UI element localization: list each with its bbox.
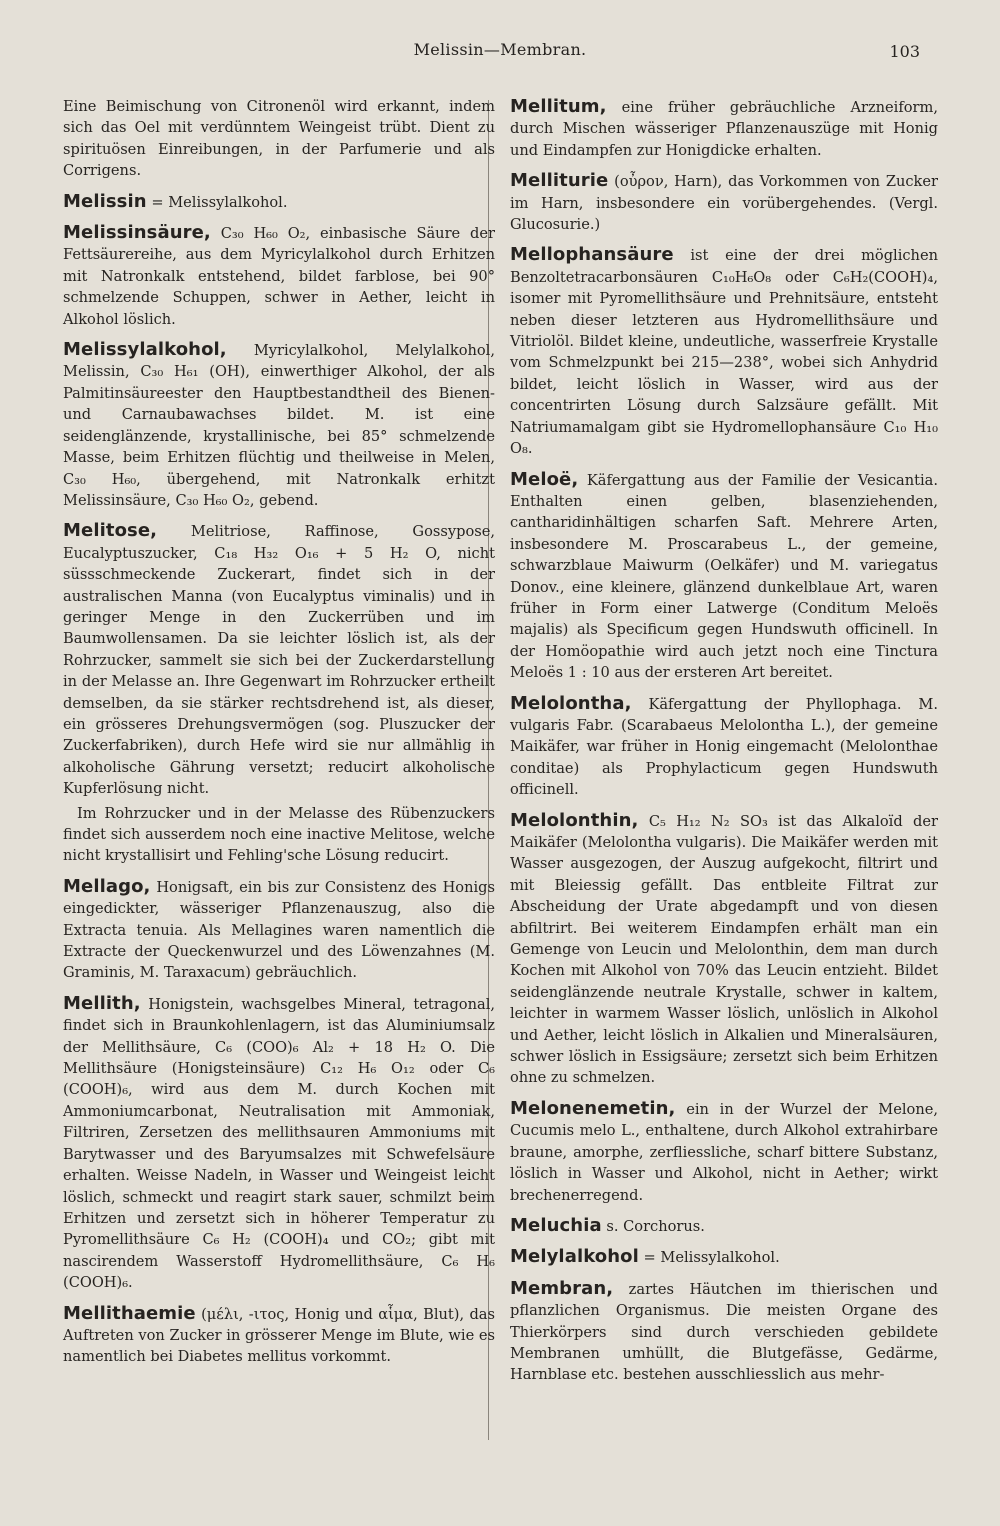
headword: Melylalkohol xyxy=(510,1246,639,1268)
headword: Mellithaemie xyxy=(63,1302,196,1324)
entry-melonenemetin xyxy=(510,1098,938,1206)
entry-meluchia xyxy=(510,1215,938,1237)
entry-melitose-continued xyxy=(63,803,495,867)
entry-body: zartes Häutchen im thierischen und pflanzlichen Organismus. Die meisten Organe des Thierkörpers sind durch verschieden gebildete Membranen umhüllt, die Blutgefässe, Gedärme, Harnblase etc. bestehen ausschliesslich aus mehr- xyxy=(510,1280,938,1384)
entry-melissin xyxy=(63,191,495,213)
headword: Membran, xyxy=(510,1277,614,1299)
headword: Melitose, xyxy=(63,520,158,542)
entry-body: C₃₀ H₆₀ O₂, einbasische Säure der Fettsäurereihe, aus dem Myricylalkohol durch Erhitzen mit Natronkalk entstehend, bildet farblose, bei 90° schmelzende Schuppen, schwer in Aether, leicht in Alkohol löslich. xyxy=(63,225,495,328)
entry-melolontha xyxy=(510,693,938,801)
entry-body: ist eine der drei möglichen Benzoltetracarbonsäuren C₁₀H₆O₈ oder C₆H₂(COOH)₄, isomer mit Pyromellithsäure und Prehnitsäure, entsteht neben dieser letzteren aus Hydromellithsäure und Vitriolöl. Bildet kleine, undeutliche, wasserfreie Krystalle vom Schmelzpunkt bei 215—238°, wobei sich Anhydrid bildet, leicht löslich in Wasser, wird aus der concentrirten Lösung durch Salzsäure gefällt. Mit Natriumamalgam gibt sie Hydromellophansäure C₁₀ H₁₀ O₈. xyxy=(510,247,938,458)
entry-mellitum xyxy=(510,96,938,161)
entry-body: Honigstein, wachsgelbes Mineral, tetragonal, findet sich in Braunkohlenlagern, ist das Aluminiumsalz der Mellithsäure, C₆ (COO)₆ Al₂ + 18 H₂ O. Die Mellithsäure (Honigsteinsäure) C₁₂ H₆ O₁₂ oder C₆ (COOH)₆, wird aus dem M. durch Kochen mit Ammoniumcarbonat, Neutralisation mit Ammoniak, Filtriren, Zersetzen des mellithsauren Ammoniums mit Barytwasser und des Baryumsalzes mit Schwefelsäure erhalten. Weisse Nadeln, in Wasser und Weingeist leicht löslich, schmeckt und reagirt stark sauer, schmilzt beim Erhitzen und zersetzt sich in höherer Temperatur zu Pyromellithsäure C₆ H₂ (COOH)₄ und CO₂; gibt mit nascirendem Wasserstoff Hydromellithsäure, C₆ H₆ (COOH)₆. xyxy=(63,995,495,1292)
headword: Melissinsäure, xyxy=(63,222,211,244)
entry-body: Melitriose, Raffinose, Gossypose, Eucalyptuszucker, C₁₈ H₃₂ O₁₆ + 5 H₂ O, nicht süssschmeckende Zuckerart, findet sich in der australischen Manna (von Eucalyptus viminalis) und in geringer Menge in den Zuckerrüben und im Baumwollensamen. Da sie leichter löslich ist, als der Rohrzucker, sammelt sie sich bei der Zuckerdarstellung in der Melasse an. Ihre Gegenwart im Rohrzucker ertheilt demselben, da sie stärker rechtsdrehend ist, als dieser, ein grösseres Drehungsvermögen (sog. Pluszucker der Zuckerfabriken), durch Hefe wird sie nur allmählig in alkoholische Gährung versetzt; reducirt alkoholische Kupferlösung nicht. xyxy=(63,523,495,798)
entry-body: C₅ H₁₂ N₂ SO₃ ist das Alkaloïd der Maikäfer (Melolontha vulgaris). Die Maikäfer werden mit Wasser ausgezogen, der Auszug aufgekocht, filtrirt und mit Bleiessig gefällt. Das entbleite Filtrat zur Abscheidung der Urate abgedampft und von diesen abfiltrirt. Bei weiterem Eindampfen erhält man ein Gemenge von Leucin und Melolonthin, dem man durch Kochen mit Alkohol von 70% das Leucin entzieht. Bildet seidenglänzende neutrale Krystalle, schwer in kaltem, leichter in warmem Wasser löslich, unlöslich in Alkohol und Aether, leicht löslich in Alkalien und Mineralsäuren, schwer löslich in Essigsäure; zersetzt sich beim Erhitzen ohne zu schmelzen. xyxy=(510,812,938,1087)
entry-body: = Melissylalkohol. xyxy=(638,1249,780,1267)
headword: Mellitum, xyxy=(510,96,607,117)
headword: Melolontha, xyxy=(510,692,632,714)
entry-body: (μέλι, -ιτος, Honig und αἷμα, Blut), das Auftreten von Zucker in grösserer Menge im Blute, wie es namentlich bei Diabetes mellitus vorkommt. xyxy=(63,1305,495,1366)
page-number: 103 xyxy=(889,42,920,61)
continuation-text: Eine Beimischung von Citronenöl wird erkannt, indem sich das Oel mit verdünntem Weingeist trübt. Dient zu spirituösen Einreibungen, in der Parfumerie und als Corrigens. xyxy=(63,98,495,180)
headword: Melissylalkohol, xyxy=(63,339,227,361)
entry-body: = Melissylalkohol. xyxy=(146,193,288,211)
entry-melitose xyxy=(63,520,495,799)
entry-body: Honigsaft, ein bis zur Consistenz des Honigs eingedickter, wässeriger Pflanzenauszug, also die Extracta tenuia. Als Mellagines waren namentlich die Extracte der Queckenwurzel und des Löwenzahnes (M. Graminis, M. Taraxacum) gebräuchlich. xyxy=(63,878,495,982)
headword: Melliturie xyxy=(510,170,609,192)
entry-melissylalkohol xyxy=(63,339,495,511)
entry-mellith xyxy=(63,993,495,1294)
entry-body: Myricylalkohol, Melylalkohol, Melissin, C₃₀ H₆₁ (OH), einwerthiger Alkohol, der als Palmitinsäureester den Hauptbestandtheil des Bienen- und Carnaubawachses bildet. M. ist eine seidenglänzende, krystallinische, bei 85° schmelzende Masse, beim Erhitzen flüchtig und theilweise in Melen, C₃₀ H₆₀, übergehend, mit Natronkalk erhitzt Melissinsäure, C₃₀ H₆₀ O₂, gebend. xyxy=(63,342,495,509)
entry-melylalkohol xyxy=(510,1246,938,1268)
entry-mellithaemie xyxy=(63,1303,495,1368)
headword: Melissin xyxy=(63,190,147,212)
headword: Mellophansäure xyxy=(510,244,674,266)
entry-melliturie xyxy=(510,170,938,235)
headword: Meluchia xyxy=(510,1214,602,1236)
headword: Mellago, xyxy=(63,875,151,897)
running-head: Melissin—Membran. xyxy=(413,40,587,59)
entry-melolonthin xyxy=(510,810,938,1089)
entry-body: Käfergattung aus der Familie der Vesicantia. Enthalten einen gelben, blasenziehenden, cantharidinhältigen scharfen Saft. Mehrere Arten, insbesondere M. Proscarabeus L., der gemeine, schwarzblaue Maiwurm (Oelkäfer) und M. variegatus Donov., eine kleinere, glänzend dunkelblaue Art, waren früher in Form einer Latwerge (Conditum Meloës majalis) als Specificum gegen Hundswuth officinell. In der Homöopathie wird auch jetzt noch eine Tinctura Meloës 1 : 10 aus der ersteren Art bereitet. xyxy=(510,471,938,682)
right-column xyxy=(510,96,938,1395)
entry-mellago xyxy=(63,876,495,984)
left-column xyxy=(63,96,495,1377)
headword: Melonenemetin, xyxy=(510,1097,676,1119)
entry-body: s. Corchorus. xyxy=(601,1217,705,1235)
entry-melissinsaeure xyxy=(63,222,495,330)
entry-mellophansaeure xyxy=(510,244,938,459)
headword: Meloë, xyxy=(510,468,579,490)
headword: Mellith, xyxy=(63,992,141,1014)
entry-body: (οὖρον, Harn), das Vorkommen von Zucker im Harn, insbesondere ein vorübergehendes. (Vergl. Glucosurie.) xyxy=(510,173,938,234)
entry-body: eine früher gebräuchliche Arzneiform, durch Mischen wässeriger Pflanzenauszüge mit Honig und Eindampfen zur Honigdicke erhalten. xyxy=(510,99,938,159)
entry-body: Im Rohrzucker und in der Melasse des Rübenzuckers findet sich ausserdem noch eine inactive Melitose, welche nicht krystallisirt und Fehling'sche Lösung reducirt. xyxy=(63,804,495,865)
headword: Melolonthin, xyxy=(510,809,639,831)
entry-meloe xyxy=(510,469,938,684)
entry-body: ein in der Wurzel der Melone, Cucumis melo L., enthaltene, durch Alkohol extrahirbare braune, amorphe, zerfliessliche, scharf bittere Substanz, löslich in Wasser und Alkohol, nicht in Aether; wirkt brechenerregend. xyxy=(510,1100,938,1204)
entry-membran xyxy=(510,1278,938,1386)
entry-body: Käfergattung der Phyllophaga. M. vulgaris Fabr. (Scarabaeus Melolontha L.), der gemeine Maikäfer, war früher in Honig eingemacht (Melolonthae conditae) als Prophylacticum gegen Hundswuth officinell. xyxy=(510,695,938,799)
